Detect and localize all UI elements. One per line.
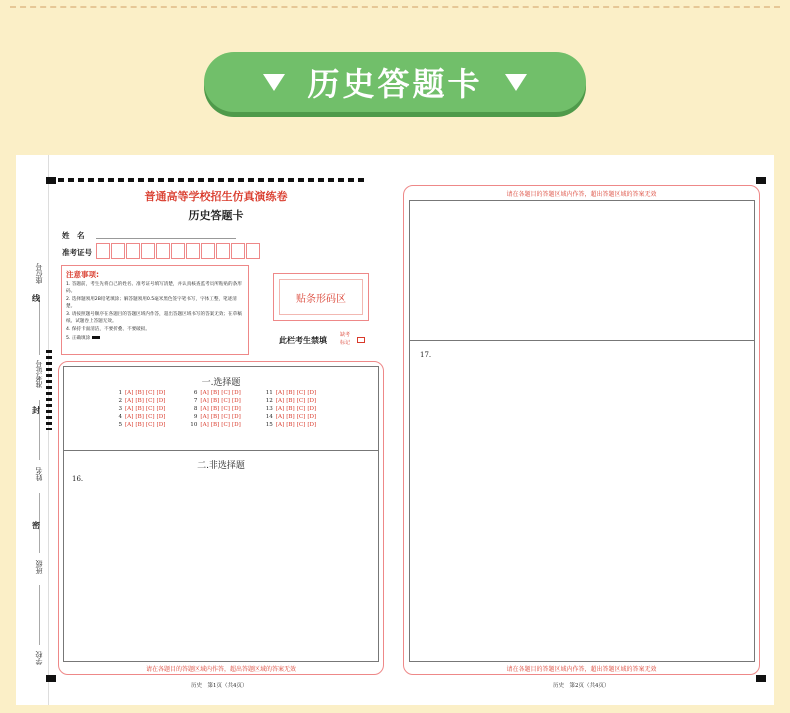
choice-bubble[interactable]: [A] (200, 406, 209, 412)
choice-bubble[interactable]: [B] (135, 390, 144, 396)
triangle-down-icon (505, 74, 527, 91)
notice-item: 4. 保持卡面清洁，不要折叠、不要破损。 (66, 327, 150, 332)
choice-bubble[interactable]: [B] (210, 422, 220, 428)
absent-label: 缺考标记 (340, 332, 351, 346)
notice-item-text: 5. 正确填涂 (66, 335, 91, 341)
notice-item (66, 336, 244, 343)
side-label-seat: 座位号 (35, 263, 43, 284)
choice-bubble[interactable]: [A] (275, 414, 285, 420)
choice-bubble[interactable]: [C] (221, 414, 230, 420)
choice-bubble[interactable]: [B] (135, 422, 144, 428)
choice-bubble[interactable]: [D] (231, 406, 241, 412)
choice-row (112, 389, 167, 397)
side-divider (39, 295, 40, 355)
binding-mark-line: 线 (32, 293, 40, 303)
binding-column (30, 155, 49, 705)
forbid-label: 此栏考生禁填 (279, 336, 327, 345)
notice-item: 1. 答题前，考生先将自己的姓名、准考证号填写清楚，并认真核查监考员所粘贴的条形码。 (66, 282, 242, 294)
choice-bubble[interactable]: [C] (296, 414, 306, 420)
choice-bubble[interactable]: [B] (135, 406, 144, 412)
choice-row (112, 413, 167, 421)
choice-bubble[interactable]: [C] (221, 398, 230, 404)
corner-mark (756, 177, 766, 184)
choice-number: 3 (118, 406, 122, 412)
choice-row (112, 421, 167, 429)
answer-area-prev[interactable] (409, 200, 755, 342)
choice-bubble[interactable]: [A] (200, 390, 209, 396)
choice-bubble[interactable]: [B] (210, 390, 220, 396)
timing-marks (46, 350, 52, 430)
notice-title: 注意事项: (66, 270, 99, 279)
side-label-name: 姓名 (35, 467, 43, 481)
choice-number: 13 (265, 406, 273, 412)
choice-bubble[interactable]: [C] (145, 390, 155, 396)
choice-number: 4 (118, 414, 122, 420)
absent-checkbox[interactable] (357, 337, 365, 343)
choice-column (263, 389, 318, 429)
choice-bubble[interactable]: [D] (231, 398, 241, 404)
choice-bubble[interactable]: [A] (200, 398, 209, 404)
choice-number: 12 (265, 398, 273, 404)
choice-bubble[interactable]: [A] (125, 398, 134, 404)
choice-bubble[interactable]: [D] (156, 390, 166, 396)
choice-section (63, 366, 379, 452)
choice-number: 14 (265, 414, 273, 420)
name-label: 姓 名 (62, 231, 85, 240)
choice-bubble[interactable]: [D] (231, 422, 241, 428)
answer-frame-right (403, 185, 760, 675)
choice-bubble[interactable]: [C] (221, 406, 230, 412)
choice-row (263, 421, 318, 429)
choice-bubble[interactable]: [A] (125, 414, 134, 420)
choice-bubble[interactable]: [D] (231, 390, 241, 396)
choice-bubble[interactable]: [B] (135, 414, 144, 420)
choice-bubble[interactable]: [A] (275, 406, 285, 412)
answer-sheet (16, 155, 774, 705)
choice-bubble[interactable]: [C] (145, 398, 155, 404)
choice-number: 7 (193, 398, 198, 404)
area-note: 请在各题目的答题区域内作答，超出答题区域的答案无效 (145, 666, 296, 673)
choice-bubble[interactable]: [C] (296, 422, 306, 428)
choice-bubble[interactable]: [A] (125, 390, 134, 396)
choice-number: 10 (190, 422, 198, 428)
corner-mark (46, 675, 56, 682)
name-field[interactable] (96, 238, 236, 239)
binding-mark-secret: 密 (32, 520, 40, 530)
choice-bubble[interactable]: [A] (125, 422, 134, 428)
area-note: 请在各题目的答题区域内作答，超出答题区域的答案无效 (506, 191, 657, 198)
choice-bubble[interactable]: [C] (296, 398, 306, 404)
barcode-label: 贴条形码区 (279, 279, 363, 315)
top-dashed-border (10, 6, 780, 8)
choice-number: 6 (193, 390, 198, 396)
choice-column (187, 389, 242, 429)
choice-bubble[interactable]: [A] (275, 398, 285, 404)
banner-title: 历史答题卡 (307, 65, 483, 103)
card-title: 历史答题卡 (188, 209, 244, 222)
choice-bubble[interactable]: [D] (307, 422, 317, 428)
choice-number: 5 (118, 422, 122, 428)
choice-number: 15 (265, 422, 273, 428)
choice-row (187, 397, 242, 405)
choice-bubble[interactable]: [A] (275, 422, 285, 428)
choice-bubble[interactable]: [D] (307, 414, 317, 420)
choice-bubble[interactable]: [D] (307, 406, 317, 412)
choice-bubble[interactable]: [D] (156, 406, 166, 412)
choice-bubble[interactable]: [D] (231, 414, 241, 420)
choice-row (112, 405, 167, 413)
choice-column (112, 389, 167, 429)
choice-number: 8 (193, 406, 198, 412)
choice-row (263, 389, 318, 397)
section2-title: 二.非选择题 (197, 461, 245, 471)
corner-mark (756, 675, 766, 682)
side-divider (39, 585, 40, 645)
choice-row (187, 389, 242, 397)
question-16-label: 16. (72, 475, 84, 483)
answer-area-17[interactable] (409, 340, 755, 662)
choice-bubble[interactable]: [B] (286, 422, 295, 428)
barcode-area (273, 273, 369, 321)
choice-row (187, 405, 242, 413)
notice-item: 3. 请按照题号顺序在各题目的答题区域内作答，超出答题区域书写的答案无效；在草稿纸、试题卷上答题无效。 (66, 312, 242, 324)
essay-section[interactable] (63, 450, 379, 662)
choice-row (112, 397, 167, 405)
choice-bubble[interactable]: [D] (156, 422, 166, 428)
choice-bubble[interactable]: [B] (286, 414, 295, 420)
choice-bubble[interactable]: [A] (200, 422, 209, 428)
title-banner (204, 52, 586, 112)
choice-bubble[interactable]: [C] (221, 422, 230, 428)
id-label: 准考证号 (62, 248, 92, 257)
choice-number: 11 (265, 390, 273, 396)
area-note: 请在各题目的答题区域内作答，超出答题区域的答案无效 (506, 666, 657, 673)
choice-bubble[interactable]: [B] (286, 398, 295, 404)
choice-number: 2 (118, 398, 122, 404)
choice-bubble[interactable]: [D] (307, 398, 317, 404)
choice-bubble[interactable]: [A] (200, 414, 209, 420)
choice-bubble[interactable]: [B] (210, 398, 220, 404)
side-label-id: 准考证号 (35, 360, 43, 388)
choice-bubble[interactable]: [B] (286, 390, 295, 396)
choice-row (263, 397, 318, 405)
choice-number: 9 (193, 414, 198, 420)
notice-box (61, 265, 249, 355)
choice-grid (112, 389, 318, 429)
section1-title: 一.选择题 (201, 378, 241, 388)
notice-item: 2. 选择题须用2B铅笔填涂；解答题须用0.5毫米黑色签字笔书写，字体工整，笔迹清楚。 (66, 297, 237, 309)
filled-bubble-icon (92, 336, 100, 339)
choice-bubble[interactable]: [B] (135, 398, 144, 404)
page-number-left: 历史 第1页（共4页） (191, 683, 248, 689)
choice-row (263, 405, 318, 413)
choice-bubble[interactable]: [B] (286, 406, 295, 412)
choice-bubble[interactable]: [D] (307, 390, 317, 396)
choice-bubble[interactable]: [D] (156, 398, 166, 404)
choice-bubble[interactable]: [C] (221, 390, 230, 396)
choice-bubble[interactable]: [D] (156, 414, 166, 420)
choice-bubble[interactable]: [C] (296, 406, 306, 412)
choice-bubble[interactable]: [C] (145, 414, 155, 420)
choice-bubble[interactable]: [A] (275, 390, 285, 396)
exam-title: 普通高等学校招生仿真演练卷 (144, 190, 288, 203)
choice-bubble[interactable]: [C] (296, 390, 306, 396)
triangle-down-icon (263, 74, 285, 91)
choice-bubble[interactable]: [A] (125, 406, 134, 412)
choice-row (187, 413, 242, 421)
choice-number: 1 (118, 390, 122, 396)
id-input-boxes[interactable] (96, 243, 261, 259)
timing-bar (48, 178, 368, 182)
choice-bubble[interactable]: [B] (210, 406, 220, 412)
choice-bubble[interactable]: [C] (145, 422, 155, 428)
side-label-class: 班级 (35, 560, 43, 574)
page-number-right: 历史 第2页（共4页） (553, 683, 610, 689)
choice-row (187, 421, 242, 429)
binding-mark-seal: 封 (32, 405, 40, 415)
choice-row (263, 413, 318, 421)
choice-bubble[interactable]: [B] (210, 414, 220, 420)
side-label-school: 学校 (35, 651, 43, 665)
choice-bubble[interactable]: [C] (145, 406, 155, 412)
answer-frame-left (58, 361, 384, 675)
question-17-label: 17. (420, 351, 432, 359)
